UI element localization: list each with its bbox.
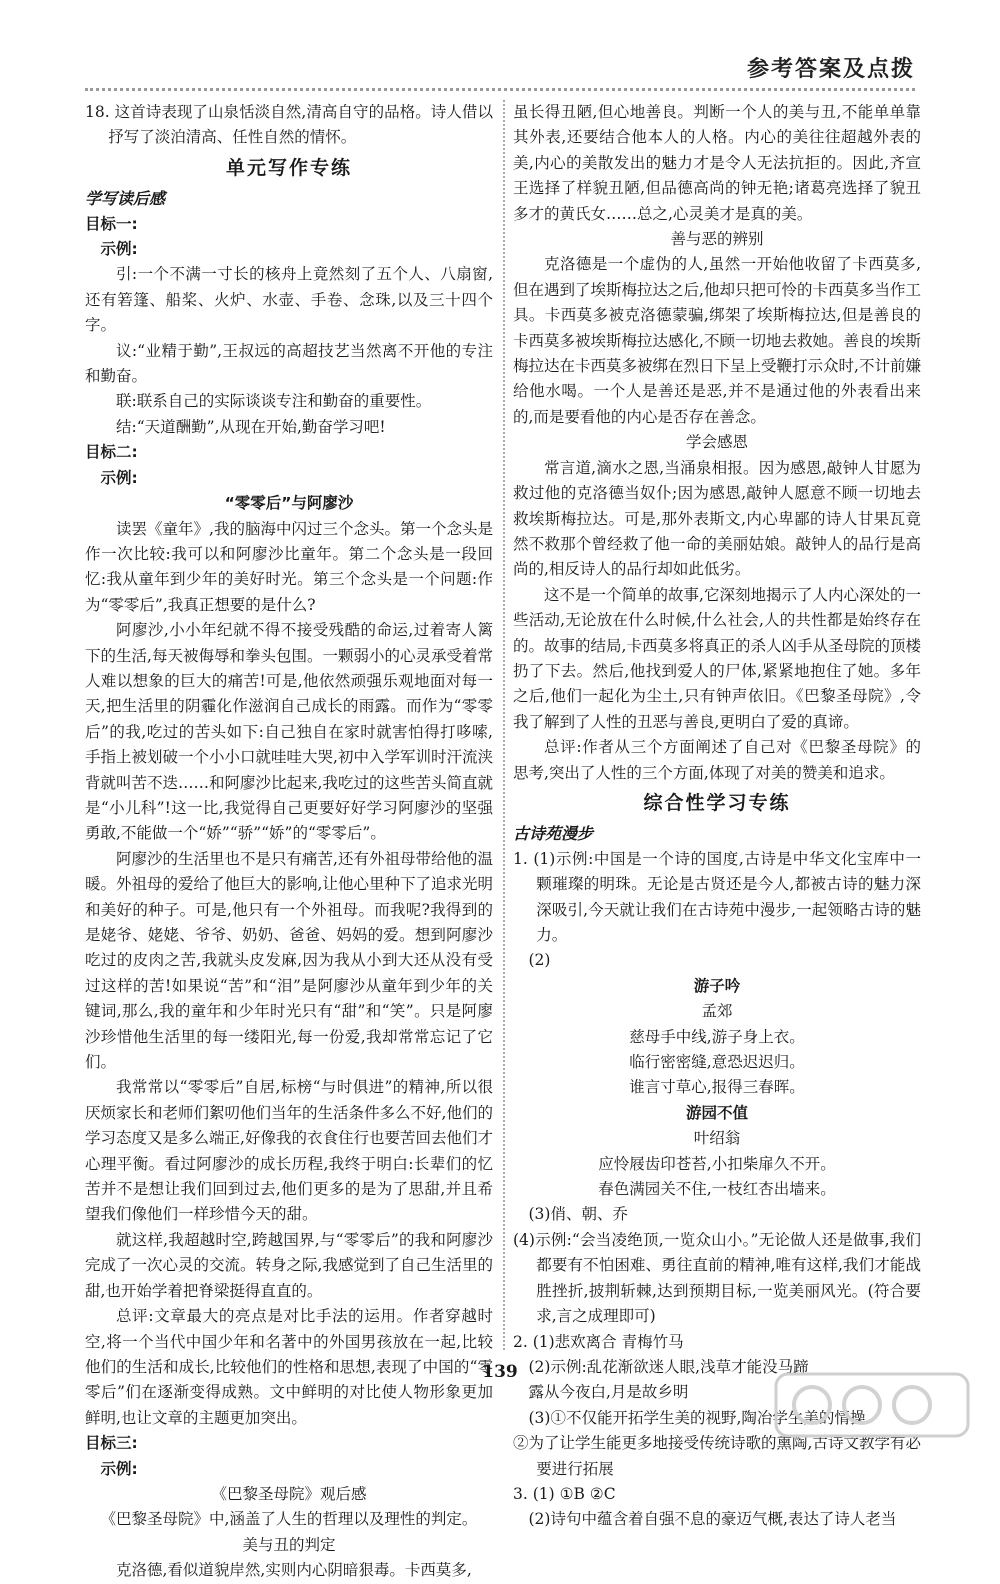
left-paragraph: 学写读后感 xyxy=(85,189,166,209)
left-paragraph: 结:“天道酬勤”,从现在开始,勤奋学习吧! xyxy=(116,417,386,436)
right-paragraph: 古诗苑漫步 xyxy=(513,824,594,844)
right-paragraph: 综合性学习专练 xyxy=(643,791,791,814)
right-paragraph: 这不是一个简单的故事,它深刻地揭示了人内心深处的一些活动,无论放在什么时候,什么社会,人的共性都是始终存在的。故事的结局,卡西莫多将真正的杀人凶手从圣母院的顶楼扔了下去。然后,他找到爱人的尸体,紧紧地抱住了她。多年之后,他们一起化为尘土,只有钟声依旧。《巴黎圣母院》,令我了解到了人性的丑恶与善良,更明白了爱的真谛。 xyxy=(513,585,921,731)
column-divider xyxy=(503,100,505,1350)
left-paragraph: 《巴黎圣母院》观后感 xyxy=(211,1484,367,1503)
right-paragraph: (2)诗句中蕴含着自强不息的豪迈气概,表达了诗人老当 xyxy=(528,1510,897,1529)
right-paragraph: ②为了让学生能更多地接受传统诗歌的熏陶,古诗文教学有必要进行拓展 xyxy=(513,1434,921,1478)
left-paragraph: 18. 这首诗表现了山泉恬淡自然,清高自守的品格。诗人借以抒写了淡泊清高、任性自然的情怀。 xyxy=(85,103,493,147)
left-paragraph: 议:“业精于勤”,王叔远的高超技艺当然离不开他的专注和勤奋。 xyxy=(85,341,493,386)
right-paragraph: 克洛德是一个虚伪的人,虽然一开始他收留了卡西莫多,但在遇到了埃斯梅拉达之后,他却只把可怜的卡西莫多当作工具。卡西莫多被克洛德蒙骗,绑架了埃斯梅拉达,但是善良的卡西莫多被埃斯梅拉达感化,不顾一切地去救她。善良的埃斯梅拉达在卡西莫多被绑在烈日下呈上受鞭打示众时,不计前嫌给他水喝。一个人是善还是恶,并不是通过他的外表看出来的,而是要看他的内心是否存在善念。 xyxy=(513,255,921,426)
left-paragraph: 克洛德,看似道貌岸然,实则内心阴暗狠毒。卡西莫多, xyxy=(116,1561,472,1580)
left-paragraph: 我常常以“零零后”自居,标榜“与时俱进”的精神,所以很厌烦家长和老师们絮叨他们当年的生活条件多么不好,他们的学习态度又是多么端正,好像我的衣食住行也要苦回去他们才心理平衡。看过阿廖沙的成长历程,我终于明白:长辈们的忆苦并不是想让我们回到过去,他们更多的是为了思甜,并且希望我们像他们一样珍惜今天的甜。 xyxy=(85,1078,493,1224)
right-paragraph: (2)示例:乱花渐欲迷人眼,浅草才能没马蹄 xyxy=(528,1357,809,1376)
left-paragraph: 总评:文章最大的亮点是对比手法的运用。作者穿越时空,将一个当代中国少年和名著中的外国男孩放在一起,比较他们的生活和成长,比较他们的性格和思想,表现了中国的“零零后”们在逐渐变得成熟。文中鲜明的对比使人物形象更加鲜明,也让文章的主题更加突出。 xyxy=(85,1307,493,1427)
left-paragraph: 读罢《童年》,我的脑海中闪过三个念头。第一个念头是作一次比较:我可以和阿廖沙比童年。第二个念头是一段回忆:我从童年到少年的美好时光。第三个念头是一个问题:作为“零零后”,我真正想要的是什么? xyxy=(85,519,493,614)
right-paragraph: 叶绍翁 xyxy=(693,1129,741,1148)
right-paragraph: 应怜屐齿印苍苔,小扣柴扉久不开。 xyxy=(598,1154,836,1173)
left-paragraph: 目标一: xyxy=(85,214,138,233)
right-paragraph: 谁言寸草心,报得三春晖。 xyxy=(629,1078,805,1097)
right-paragraph: 游子吟 xyxy=(693,976,741,995)
left-paragraph: 示例: xyxy=(100,240,138,259)
left-paragraph: 联:联系自己的实际谈谈专注和勤奋的重要性。 xyxy=(116,392,432,411)
right-paragraph: 慈母手中线,游子身上衣。 xyxy=(629,1027,805,1046)
right-paragraph: 虽长得丑陋,但心地善良。判断一个人的美与丑,不能单单靠其外表,还要结合他本人的人格。内心的美往往超越外表的美,内心的美散发出的魅力才是令人无法抗拒的。因此,齐宣王选择了样貌丑陋,但品德高尚的钟无艳;诸葛亮选择了貌丑多才的黄氏女……总之,心灵美才是真的美。 xyxy=(513,103,921,223)
header-title: 参考答案及点拨 xyxy=(746,57,915,82)
left-paragraph: 美与丑的判定 xyxy=(242,1535,336,1554)
left-paragraph: 目标二: xyxy=(85,443,138,462)
left-paragraph: 示例: xyxy=(100,468,138,487)
right-paragraph: 1. (1)示例:中国是一个诗的国度,古诗是中华文化宝库中一颗璀璨的明珠。无论是古贤还是今人,都被古诗的魅力深深吸引,今天就让我们在古诗苑中漫步,一起领略古诗的魅力。 xyxy=(513,849,921,944)
right-paragraph: 善与恶的辨别 xyxy=(670,230,764,249)
right-paragraph: 3. (1) ①B ②C xyxy=(513,1484,616,1503)
page-header xyxy=(85,48,915,91)
right-paragraph: 总评:作者从三个方面阐述了自己对《巴黎圣母院》的思考,突出了人性的三个方面,体现了对美的赞美和追求。 xyxy=(513,738,921,782)
right-paragraph: (3)①不仅能开拓学生美的视野,陶冶学生美的情操 xyxy=(528,1408,866,1427)
right-paragraph: 学会感恩 xyxy=(685,433,748,452)
left-paragraph: 《巴黎圣母院》中,涵盖了人生的哲理以及理性的判定。 xyxy=(100,1510,478,1529)
right-paragraph: 2. (1)悲欢离合 青梅竹马 xyxy=(513,1332,684,1351)
right-paragraph: 游园不值 xyxy=(685,1103,748,1122)
left-paragraph: 阿廖沙的生活里也不是只有痛苦,还有外祖母带给他的温暖。外祖母的爱给了他巨大的影响,让他心里种下了追求光明和美好的种子。可是,他只有一个外祖母。而我呢?我得到的是姥爷、姥姥、爷爷、奶奶、爸爸、妈妈的爱。想到阿廖沙吃过的皮肉之苦,我就头皮发麻,因为我从小到大还从没有受过这样的苦!如果说“苦”和“泪”是阿廖沙从童年到少年的关键词,那么,我的童年和少年时光只有“甜”和“笑”。只是阿廖沙珍惜他生活里的每一缕阳光,每一份爱,我却常常忘记了它们。 xyxy=(85,849,493,1072)
right-paragraph: 露从今夜白,月是故乡明 xyxy=(528,1383,689,1402)
right-paragraph: 孟郊 xyxy=(701,1002,733,1021)
right-paragraph: 常言道,滴水之恩,当涌泉相报。因为感恩,敲钟人甘愿为救过他的克洛德当奴仆;因为感恩,敲钟人愿意不顾一切地去救埃斯梅拉达。可是,那外表斯文,内心卑鄙的诗人甘果瓦竟然不救那个曾经救了他一命的美丽姑娘。敲钟人的品行是高尚的,相反诗人的品行却如此低劣。 xyxy=(513,458,921,579)
left-column xyxy=(85,100,493,1580)
watermark-logo-icon xyxy=(772,1370,972,1440)
right-column xyxy=(513,100,921,1529)
left-paragraph: 引:一个不满一寸长的核舟上竟然刻了五个人、八扇窗,还有箬篷、船桨、火炉、水壶、手卷、念珠,以及三十四个字。 xyxy=(85,265,493,335)
left-paragraph: 目标三: xyxy=(85,1434,138,1453)
left-paragraph: “零零后”与阿廖沙 xyxy=(224,494,354,513)
right-paragraph: 春色满园关不住,一枝红杏出墙来。 xyxy=(598,1180,836,1199)
right-paragraph: (2) xyxy=(528,951,551,970)
page-number: 139 xyxy=(482,1362,518,1382)
left-paragraph: 单元写作专练 xyxy=(225,156,352,179)
right-paragraph: (4)示例:“会当凌绝顶,一览众山小。”无论做人还是做事,我们都要有不怕困难、勇往直前的精神,唯有这样,我们才能战胜挫折,披荆斩棘,达到预期目标,一览美丽风光。(符合要求,言之成理即可) xyxy=(513,1230,921,1326)
right-paragraph: (3)俏、朝、乔 xyxy=(528,1205,628,1224)
left-paragraph: 阿廖沙,小小年纪就不得不接受残酷的命运,过着寄人篱下的生活,每天被侮辱和拳头包围。一颗弱小的心灵承受着常人难以想象的巨大的痛苦!可是,他依然顽强乐观地面对每一天,把生活里的阴霾化作滋润自己成长的雨露。而作为“零零后”的我,吃过的苦头如下:自己独自在家时就害怕得打哆嗦,手指上被划破一个小小口就哇哇大哭,初中入学军训时汗流浃背就叫苦不迭……和阿廖沙比起来,我吃过的这些苦头简直就是“小儿科”!这一比,我觉得自己更要好好学习阿廖沙的坚强勇敢,不能做一个“娇”“骄”“娇”的“零零后”。 xyxy=(85,621,493,843)
left-paragraph: 示例: xyxy=(100,1459,138,1478)
left-paragraph: 就这样,我超越时空,跨越国界,与“零零后”的我和阿廖沙完成了一次心灵的交流。转身之际,我感觉到了自己生活里的甜,也开始学着把脊梁挺得直直的。 xyxy=(85,1230,493,1300)
right-paragraph: 临行密密缝,意恐迟迟归。 xyxy=(629,1053,805,1072)
